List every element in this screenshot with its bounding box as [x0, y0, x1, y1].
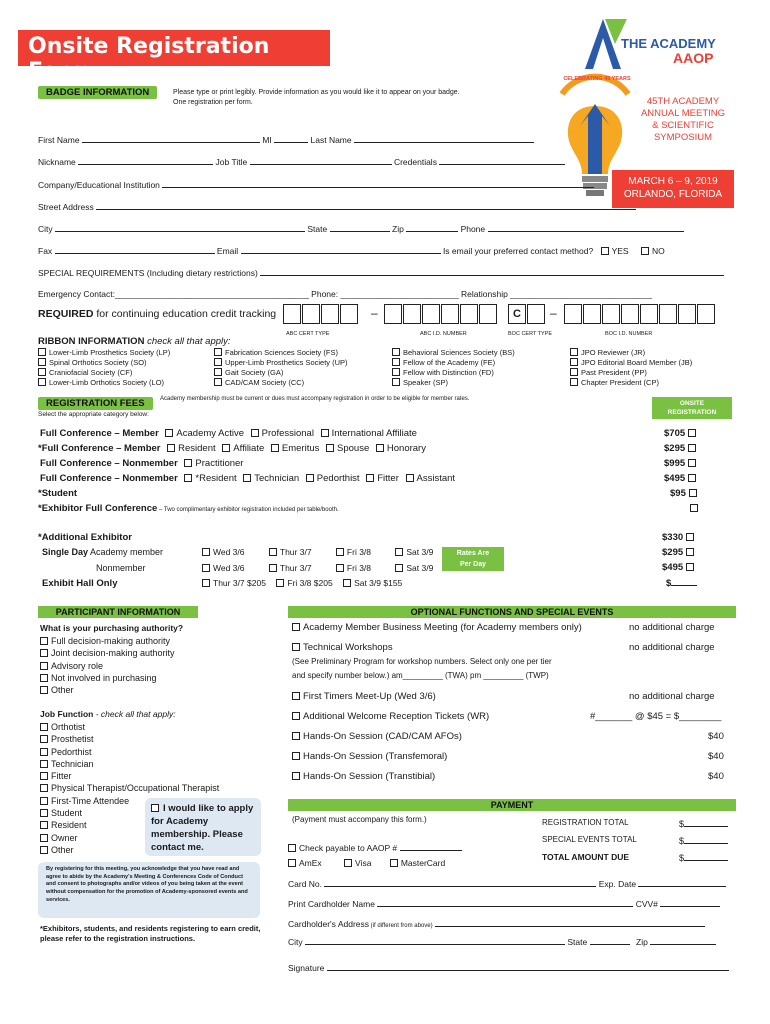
first-timers-no-charge: no additional charge: [629, 691, 715, 702]
fees-select-label: Select the appropriate category below:: [38, 411, 149, 418]
onsite-head-1: ONSITE: [679, 400, 705, 407]
job-option[interactable]: Student: [40, 807, 219, 819]
fee-row-6: [38, 503, 339, 514]
fee-option-checkbox[interactable]: [184, 459, 192, 467]
card-type-row: [288, 858, 445, 868]
price-495-ex[interactable]: $495: [662, 562, 697, 573]
cardholder-name-row: [288, 898, 720, 909]
fee-option-checkbox[interactable]: [326, 444, 334, 452]
fee-row-2: *Full Conference – Member Resident Affiliate Emeritus Spouse Honorary: [38, 443, 426, 454]
fax-label: Fax: [38, 246, 53, 256]
city-label: City: [38, 224, 53, 234]
fee-option-checkbox[interactable]: [321, 429, 329, 437]
abc-cert-boxes[interactable]: [283, 304, 359, 324]
day-checkbox[interactable]: Fri 3/8: [336, 547, 371, 557]
authority-option[interactable]: Joint decision-making authority: [40, 647, 175, 659]
ribbon-item[interactable]: Behavioral Sciences Society (BS): [392, 348, 515, 358]
city-field[interactable]: [55, 223, 305, 232]
ribbon-item[interactable]: CAD/CAM Society (CC): [214, 378, 348, 388]
ribbon-item[interactable]: JPO Reviewer (JR): [570, 348, 692, 358]
abc-dash: –: [371, 306, 378, 320]
fee-row-label: Full Conference – Nonmember: [40, 473, 178, 484]
ribbon-item[interactable]: Lower-Limb Prosthetics Society (LP): [38, 348, 170, 358]
member-days-row: [202, 547, 433, 557]
first-name-label: First Name: [38, 135, 80, 145]
ribbon-item[interactable]: Speaker (SP): [392, 378, 515, 388]
card-number-row: [288, 878, 726, 889]
exp-date-field[interactable]: [638, 878, 726, 887]
authority-list: [40, 635, 175, 696]
badge-info-label: BADGE INFORMATION: [38, 86, 157, 99]
special-events-total-label: SPECIAL EVENTS TOTAL: [542, 835, 637, 844]
price-495[interactable]: $495: [664, 473, 699, 484]
company-label: Company/Educational Institution: [38, 180, 160, 190]
registration-fees-label: REGISTRATION FEES: [38, 397, 153, 410]
ribbon-item[interactable]: Upper-Limb Prosthetics Society (UP): [214, 358, 348, 368]
payment-zip-label: Zip: [636, 937, 648, 947]
fees-note: Academy membership must be current or dues must accompany registration in order to be eligible for member rates.: [160, 396, 470, 402]
boc-id-caption: BOC I.D. NUMBER: [605, 331, 653, 337]
boc-cert-caption: BOC CERT TYPE: [508, 331, 553, 337]
business-no-charge: no additional charge: [629, 622, 715, 633]
fee-row-label: Full Conference – Nonmember: [40, 458, 178, 469]
required-label: REQUIRED: [38, 308, 94, 320]
abc-cert-caption: ABC CERT TYPE: [286, 331, 330, 337]
ribbon-item[interactable]: Lower-Limb Orthotics Society (LO): [38, 378, 170, 388]
rates-are-text: Rates Are: [456, 550, 490, 557]
business-meeting-option[interactable]: Academy Member Business Meeting (for Academy members only): [292, 622, 582, 633]
handson-transfemoral-option[interactable]: Hands-On Session (Transfemoral): [292, 751, 447, 762]
exp-date-label: Exp. Date: [598, 879, 637, 889]
street-label: Street Address: [38, 202, 94, 212]
exhibitors-credit-note: *Exhibitors, students, and residents registering to earn credit, please refer to the registration instructions.: [40, 924, 261, 943]
price-hall[interactable]: $: [666, 577, 697, 589]
cardholder-name-label: Print Cardholder Name: [288, 899, 375, 909]
ribbon-item[interactable]: Chapter President (CP): [570, 378, 692, 388]
city-row: [38, 223, 684, 234]
job-option[interactable]: Fitter: [40, 770, 219, 782]
consent-box: [38, 862, 260, 918]
badge-instructions: [173, 88, 460, 108]
preferred-yes-checkbox[interactable]: [601, 247, 609, 255]
day-checkbox[interactable]: Thur 3/7: [269, 563, 312, 573]
fax-field[interactable]: [55, 245, 215, 254]
ribbon-col-3: [392, 348, 515, 388]
onsite-head-2: REGISTRATION: [667, 409, 717, 416]
fee-row-label: *Full Conference – Member: [38, 443, 161, 454]
job-option[interactable]: Physical Therapist/Occupational Therapist: [40, 782, 219, 794]
fee-option-checkbox[interactable]: [366, 474, 374, 482]
price-295[interactable]: $295: [664, 443, 699, 454]
ribbon-item[interactable]: Spinal Orthotics Society (SO): [38, 358, 170, 368]
phone-label: Phone: [460, 224, 486, 234]
nonmember-label: Nonmember: [96, 563, 146, 573]
form-title: Onsite Registration Form: [18, 30, 330, 66]
mi-label: MI: [262, 135, 272, 145]
cardholder-address-field[interactable]: [435, 918, 705, 927]
price-330[interactable]: $330: [662, 532, 697, 543]
street-row: [38, 201, 636, 212]
day-checkbox[interactable]: Wed 3/6: [202, 563, 245, 573]
exhibit-hall-label: Exhibit Hall Only: [42, 578, 118, 589]
additional-exhibitor-title: *Additional Exhibitor: [38, 532, 132, 543]
meeting-line-3: & SCIENTIFIC: [652, 120, 714, 131]
company-row: [38, 179, 594, 190]
membership-checkbox[interactable]: [151, 804, 159, 812]
handson-cadcam-price: $40: [708, 731, 724, 742]
mastercard-option[interactable]: MasterCard: [390, 858, 445, 868]
authority-option[interactable]: Not involved in purchasing: [40, 672, 175, 684]
price-95[interactable]: $95: [670, 488, 700, 499]
special-requirements-field[interactable]: [260, 267, 724, 276]
meeting-line-4: SYMPOSIUM: [653, 132, 713, 143]
ribbon-item[interactable]: JPO Editorial Board Member (JB): [570, 358, 692, 368]
price-995[interactable]: $995: [664, 458, 699, 469]
optional-functions-header: OPTIONAL FUNCTIONS AND SPECIAL EVENTS: [288, 606, 736, 618]
state-field[interactable]: [330, 223, 390, 232]
job-function-sub: - check all that apply:: [93, 709, 176, 719]
cardholder-address-row: [288, 918, 705, 929]
no-label: NO: [651, 246, 665, 256]
visa-option[interactable]: Visa: [344, 858, 371, 868]
fee-option-checkbox[interactable]: [222, 444, 230, 452]
preferred-contact-label: Is email your preferred contact method?: [442, 246, 594, 256]
academy-member-label: Academy member: [90, 547, 164, 557]
first-timers-option[interactable]: First Timers Meet-Up (Wed 3/6): [292, 691, 436, 702]
fee-option-checkbox[interactable]: [243, 474, 251, 482]
phone-field[interactable]: [488, 223, 684, 232]
abc-id-boxes[interactable]: [384, 304, 498, 324]
payment-city-label: City: [288, 937, 303, 947]
job-title-label: Job Title: [215, 157, 248, 167]
ribbon-item[interactable]: Gait Society (GA): [214, 368, 348, 378]
ribbon-item[interactable]: Fabrication Sciences Society (FS): [214, 348, 348, 358]
fee-option-checkbox[interactable]: [376, 444, 384, 452]
payment-city-row: [288, 936, 716, 947]
signature-field[interactable]: [327, 962, 729, 971]
meeting-line-1: 45TH ACADEMY: [646, 96, 720, 107]
credentials-field[interactable]: [439, 156, 565, 165]
street-field[interactable]: [96, 201, 636, 210]
check-option[interactable]: Check payable to AAOP #: [288, 842, 462, 853]
fee-row-label: *Exhibitor Full Conference: [38, 503, 158, 514]
company-field[interactable]: [162, 179, 594, 188]
ribbon-subtitle: check all that apply:: [144, 336, 231, 347]
badge-instructions-2: One registration per form.: [173, 99, 253, 106]
payment-note: (Payment must accompany this form.): [292, 815, 427, 824]
special-events-total-field[interactable]: $: [679, 835, 728, 846]
job-option[interactable]: Pedorthist: [40, 746, 219, 758]
onsite-registration-header: [652, 397, 732, 419]
price-705[interactable]: $705: [664, 428, 699, 439]
job-title-field[interactable]: [250, 156, 392, 165]
ribbon-item[interactable]: Fellow of the Academy (FE): [392, 358, 515, 368]
last-name-field[interactable]: [354, 134, 534, 143]
ribbon-col-2: [214, 348, 348, 388]
boc-dash: –: [550, 306, 557, 320]
handson-transtibial-price: $40: [708, 771, 724, 782]
amex-option[interactable]: AmEx: [288, 858, 322, 868]
rates-per-day-badge: [442, 547, 504, 571]
boc-id-boxes[interactable]: [564, 304, 716, 324]
email-label: Email: [216, 246, 239, 256]
workshops-no-charge: no additional charge: [629, 642, 715, 653]
credentials-label: Credentials: [393, 157, 437, 167]
ribbon-item[interactable]: Past President (PP): [570, 368, 692, 378]
state-label: State: [307, 224, 328, 234]
total-due-label: TOTAL AMOUNT DUE: [542, 852, 630, 862]
day-checkbox[interactable]: Sat 3/9: [395, 547, 433, 557]
email-field[interactable]: [241, 245, 441, 254]
fee-row-5: *Student: [38, 488, 78, 499]
last-name-label: Last Name: [310, 135, 352, 145]
card-number-field[interactable]: [324, 878, 596, 887]
payment-header: PAYMENT: [288, 799, 736, 811]
job-option[interactable]: Resident: [40, 819, 219, 831]
fee-option-checkbox[interactable]: [306, 474, 314, 482]
job-option[interactable]: First-Time Attendee: [40, 795, 219, 807]
preferred-no-checkbox[interactable]: [641, 247, 649, 255]
mi-field[interactable]: [274, 134, 308, 143]
participant-info-header: PARTICIPANT INFORMATION: [38, 606, 198, 618]
consent-text: By registering for this meeting, you acknowledge that you have read and agree to abide by the Academy's Meeting & Conferences Code of Conduct and consent to photographs and/or videos of you being taken at the event without compensation for the promotion of Academy-sponsored events and services.: [46, 866, 248, 903]
authority-option[interactable]: Advisory role: [40, 660, 175, 672]
welcome-reception-price[interactable]: #_______ @ $45 = $________: [590, 711, 722, 722]
membership-box[interactable]: [145, 798, 261, 856]
registration-total-label: REGISTRATION TOTAL: [542, 818, 629, 827]
authority-option[interactable]: Other: [40, 684, 175, 696]
hall-days-row: [202, 578, 402, 588]
fee-row-label: Full Conference – Member: [40, 428, 159, 439]
emergency-row[interactable]: Emergency Contact:_________________________________________ Phone: _________________________ Relationship ______________________________: [38, 289, 652, 299]
day-checkbox[interactable]: Sat 3/9: [395, 563, 433, 573]
price-295-ex[interactable]: $295: [662, 547, 697, 558]
fee-option-checkbox[interactable]: [406, 474, 414, 482]
total-due-field[interactable]: $: [679, 852, 728, 863]
ribbon-item[interactable]: Fellow with Distinction (FD): [392, 368, 515, 378]
day-checkbox[interactable]: Fri 3/8 $205: [276, 578, 332, 588]
job-option[interactable]: Prosthetist: [40, 733, 219, 745]
single-day-row: [42, 547, 163, 557]
per-day-text: Per Day: [459, 561, 487, 568]
meeting-title: [628, 96, 738, 144]
day-checkbox[interactable]: Sat 3/9 $155: [343, 578, 402, 588]
welcome-reception-option[interactable]: Additional Welcome Reception Tickets (WR): [292, 711, 489, 722]
meeting-line-2: ANNUAL MEETING: [640, 108, 726, 119]
special-requirements-label: SPECIAL REQUIREMENTS (Including dietary restrictions): [38, 268, 258, 278]
day-checkbox[interactable]: Thur 3/7: [269, 547, 312, 557]
cardholder-name-field[interactable]: [377, 898, 633, 907]
job-option[interactable]: Orthotist: [40, 721, 219, 733]
nickname-field[interactable]: [78, 156, 213, 165]
zip-label: Zip: [392, 224, 404, 234]
fee-row-4: Full Conference – Nonmember *Resident Technician Pedorthist Fitter Assistant: [40, 473, 456, 484]
workshop-note-1: (See Preliminary Program for workshop numbers. Select only one per tier: [292, 657, 552, 666]
single-day-label: Single Day: [42, 547, 89, 557]
fee-option-checkbox[interactable]: [251, 429, 259, 437]
fee-option-checkbox[interactable]: [165, 429, 173, 437]
special-requirements-row: [38, 267, 724, 278]
nonmember-days-row: [202, 563, 433, 573]
ribbon-col-1: [38, 348, 170, 388]
ribbon-item[interactable]: Craniofacial Society (CF): [38, 368, 170, 378]
job-function-label: Job Function: [40, 709, 94, 719]
abc-id-caption: ABC I.D. NUMBER: [420, 331, 467, 337]
purchasing-question: What is your purchasing authority?: [40, 623, 184, 633]
job-option[interactable]: Technician: [40, 758, 219, 770]
registration-total-field[interactable]: $: [679, 818, 728, 829]
payment-city-field[interactable]: [305, 936, 565, 945]
ribbon-title-label: RIBBON INFORMATION: [38, 336, 145, 347]
handson-transfemoral-price: $40: [708, 751, 724, 762]
fee-row-3: Full Conference – Nonmember Practitioner: [40, 458, 244, 469]
day-checkbox[interactable]: Fri 3/8: [336, 563, 371, 573]
authority-option[interactable]: Full decision-making authority: [40, 635, 175, 647]
fee-option-checkbox[interactable]: [167, 444, 175, 452]
ribbon-title: [38, 336, 231, 347]
job-option[interactable]: Owner: [40, 832, 219, 844]
logo-text-aaop: AAOP: [673, 50, 714, 66]
required-row: [38, 308, 276, 320]
ribbon-col-4: [570, 348, 692, 388]
cvv-field[interactable]: [660, 898, 720, 907]
payment-state-field[interactable]: [590, 936, 630, 945]
fee-option-checkbox[interactable]: [271, 444, 279, 452]
date-line-2: ORLANDO, FLORIDA: [623, 189, 723, 200]
zip-field[interactable]: [406, 223, 458, 232]
handson-cadcam-option[interactable]: Hands-On Session (CAD/CAM AFOs): [292, 731, 462, 742]
fee-option-checkbox[interactable]: [184, 474, 192, 482]
boc-cert-boxes[interactable]: [508, 304, 546, 324]
required-rest-label: for continuing education credit tracking: [93, 308, 277, 320]
boc-c-letter: C: [508, 304, 526, 324]
workshops-option[interactable]: Technical Workshops: [292, 642, 393, 653]
handson-transtibial-option[interactable]: Hands-On Session (Transtibial): [292, 771, 435, 782]
membership-text: I would like to apply for Academy membership. Please contact me.: [151, 803, 254, 853]
nickname-label: Nickname: [38, 157, 76, 167]
payment-zip-field[interactable]: [650, 936, 716, 945]
cardholder-address-label: Cardholder's Address: [288, 919, 369, 929]
fee-row-1: Full Conference – Member Academy Active Professional International Affiliate: [40, 428, 417, 439]
cvv-label: CVV#: [635, 899, 658, 909]
fee-row-note: – Two complimentary exhibitor registration included per table/booth.: [157, 507, 339, 513]
badge-instructions-1: Please type or print legibly. Provide information as you would like it to appear on your badge.: [173, 89, 460, 96]
day-checkbox[interactable]: Wed 3/6: [202, 547, 245, 557]
celebrating-text: CELEBRATING 45 YEARS: [563, 76, 631, 82]
signature-label: Signature: [288, 963, 325, 973]
first-name-field[interactable]: [82, 134, 260, 143]
fax-row: [38, 245, 665, 256]
logo-text-academy: THE ACADEMY: [621, 36, 716, 51]
card-number-label: Card No.: [288, 879, 323, 889]
yes-label: YES: [611, 246, 629, 256]
academy-logo: [575, 14, 725, 74]
payment-state-label: State: [567, 937, 588, 947]
job-function-title: [40, 709, 176, 719]
price-exhibitor[interactable]: [690, 503, 701, 514]
day-checkbox[interactable]: Thur 3/7 $205: [202, 578, 266, 588]
workshop-note-2[interactable]: and specify number below.) am_________ (TWA) pm _________ (TWP): [292, 671, 549, 680]
name-row: [38, 134, 534, 145]
date-line-1: MARCH 6 – 9, 2019: [628, 176, 718, 187]
signature-row: [288, 962, 729, 973]
address-note: (if different from above): [369, 923, 433, 929]
job-option[interactable]: Other: [40, 844, 219, 856]
nickname-row: [38, 156, 565, 167]
